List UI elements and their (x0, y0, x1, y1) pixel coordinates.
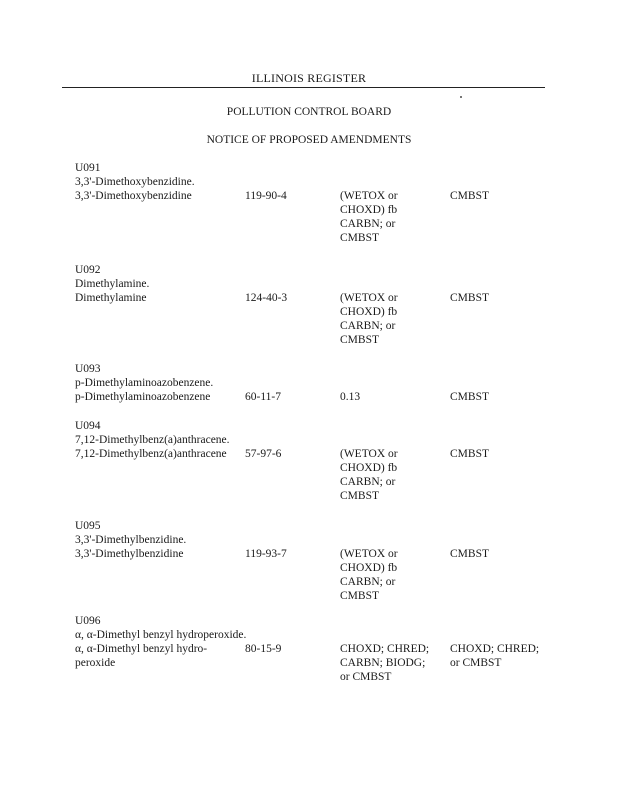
notice-title: NOTICE OF PROPOSED AMENDMENTS (206, 134, 412, 146)
constituent-row (75, 291, 555, 346)
waste-title: α, α-Dimethyl benzyl hydroperoxide. (75, 629, 247, 641)
waste-title: p-Dimethylaminoazobenzene. (75, 377, 214, 389)
constituent-row (75, 189, 555, 244)
constituent-name: Dimethylamine (75, 292, 147, 304)
board-title: POLLUTION CONTROL BOARD (226, 106, 392, 118)
waste-code: U094 (75, 420, 101, 432)
wastewater-standard: (WETOX or CHOXD) fb CARBN; or CMBST (340, 292, 398, 346)
waste-code: U093 (75, 363, 101, 375)
constituent-name: 3,3'-Dimethoxybenzidine (75, 190, 192, 202)
register-title: ILLINOIS REGISTER (251, 71, 367, 85)
waste-code: U091 (75, 162, 101, 174)
cas-number: 60-11-7 (245, 391, 281, 403)
cas-number: 124-40-3 (245, 292, 288, 304)
nonwastewater-standard: CMBST (450, 548, 489, 560)
nonwastewater-standard: CMBST (450, 190, 489, 202)
waste-entry-u091 (75, 161, 555, 244)
cas-number: 119-93-7 (245, 548, 287, 560)
wastewater-standard: (WETOX or CHOXD) fb CARBN; or CMBST (340, 448, 398, 502)
cas-number: 119-90-4 (245, 190, 287, 202)
waste-code: U092 (75, 264, 101, 276)
waste-entry-u095 (75, 519, 555, 602)
waste-title: 3,3'-Dimethylbenzidine. (75, 534, 187, 546)
constituent-name: 7,12-Dimethylbenz(a)anthracene (75, 448, 227, 460)
header-rule (62, 87, 545, 88)
nonwastewater-standard: CMBST (450, 391, 489, 403)
constituent-row (75, 547, 555, 602)
cas-number: 57-97-6 (245, 448, 282, 460)
constituent-name: 3,3'-Dimethylbenzidine (75, 548, 184, 560)
nonwastewater-standard: CMBST (450, 292, 489, 304)
wastewater-standard: (WETOX or CHOXD) fb CARBN; or CMBST (340, 190, 398, 244)
waste-entry-u092 (75, 263, 555, 346)
wastewater-standard: 0.13 (340, 391, 361, 403)
nonwastewater-standard: CMBST (450, 448, 489, 460)
constituent-row (75, 447, 555, 502)
cas-number: 80-15-9 (245, 643, 282, 655)
waste-title: 7,12-Dimethylbenz(a)anthracene. (75, 434, 230, 446)
waste-entry-u094 (75, 419, 555, 502)
waste-title: Dimethylamine. (75, 278, 150, 290)
constituent-row (75, 642, 555, 683)
scan-speck (460, 96, 462, 98)
waste-code: U096 (75, 615, 101, 627)
wastewater-standard: (WETOX or CHOXD) fb CARBN; or CMBST (340, 548, 398, 602)
constituent-name: p-Dimethylaminoazobenzene (75, 391, 211, 403)
nonwastewater-standard: CHOXD; CHRED; or CMBST (450, 643, 540, 669)
waste-title: 3,3'-Dimethoxybenzidine. (75, 176, 195, 188)
wastewater-standard: CHOXD; CHRED; CARBN; BIODG; or CMBST (340, 643, 430, 683)
constituent-row (75, 390, 555, 404)
constituent-name: α, α-Dimethyl benzyl hydro- peroxide (75, 643, 208, 669)
waste-code: U095 (75, 520, 101, 532)
waste-entry-u096 (75, 614, 555, 683)
waste-entry-u093 (75, 362, 555, 404)
